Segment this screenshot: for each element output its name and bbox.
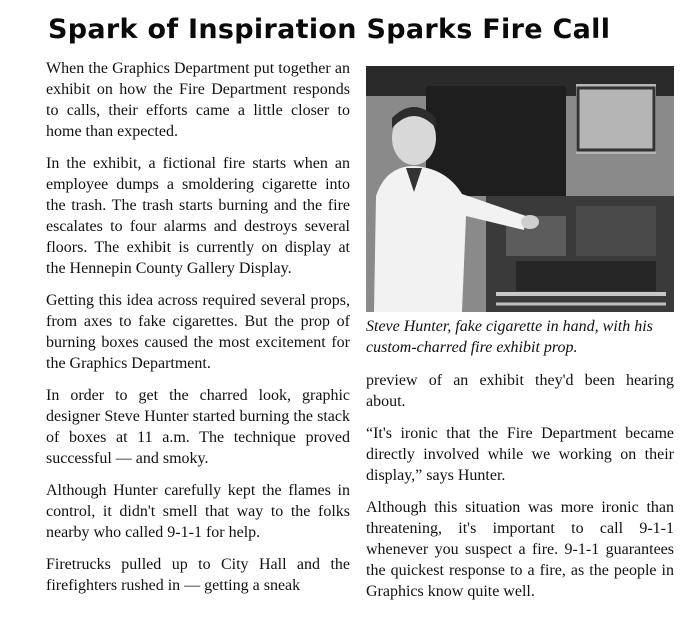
paragraph: Firetrucks pulled up to City Hall and the firefighters rushed in — getting a sneak xyxy=(46,556,350,594)
photo-caption: Steve Hunter, fake cigarette in hand, with his custom-charred fire exhibit prop. xyxy=(366,318,653,356)
photo-window xyxy=(576,84,656,154)
exhibit-photo xyxy=(366,66,674,312)
article-column-right xyxy=(366,370,674,613)
paragraph: preview of an exhibit they'd been hearing about. xyxy=(366,372,674,410)
paragraph: Although Hunter carefully kept the flames in control, it didn't smell that way to the folks nearby who called 9-1-1 for help. xyxy=(46,482,350,541)
paragraph: When the Graphics Department put together an exhibit on how the Fire Department responds to calls, their efforts came a little closer to home than expected. xyxy=(46,60,350,140)
paragraph: Getting this idea across required several props, from axes to fake cigarettes. But the prop of burning boxes caused the most excitement for the Graphics Department. xyxy=(46,292,350,372)
paragraph: In order to get the charred look, graphic designer Steve Hunter started burning the stack of boxes at 11 a.m. The technique proved successful — and smoky. xyxy=(46,387,350,467)
article-column-left xyxy=(46,58,350,607)
photo-person-hand xyxy=(521,215,539,229)
photo-illustration xyxy=(366,66,674,312)
headline: Spark of Inspiration Sparks Fire Call xyxy=(48,14,611,45)
paragraph: Although this situation was more ironic than threatening, it's important to call 9-1-1 whenever you suspect a fire. 9-1-1 guarantees the quickest response to a fire, as the people in Graphics know quite well. xyxy=(366,499,674,600)
paragraph: In the exhibit, a fictional fire starts when an employee dumps a smoldering cigarette into the trash. The trash starts burning and the fire escalates to four alarms and destroys several floors. The exhibit is currently on display at the Hennepin County Gallery Display. xyxy=(46,155,350,277)
paragraph: “It's ironic that the Fire Department became directly involved while we working on their display,” says Hunter. xyxy=(366,425,674,484)
